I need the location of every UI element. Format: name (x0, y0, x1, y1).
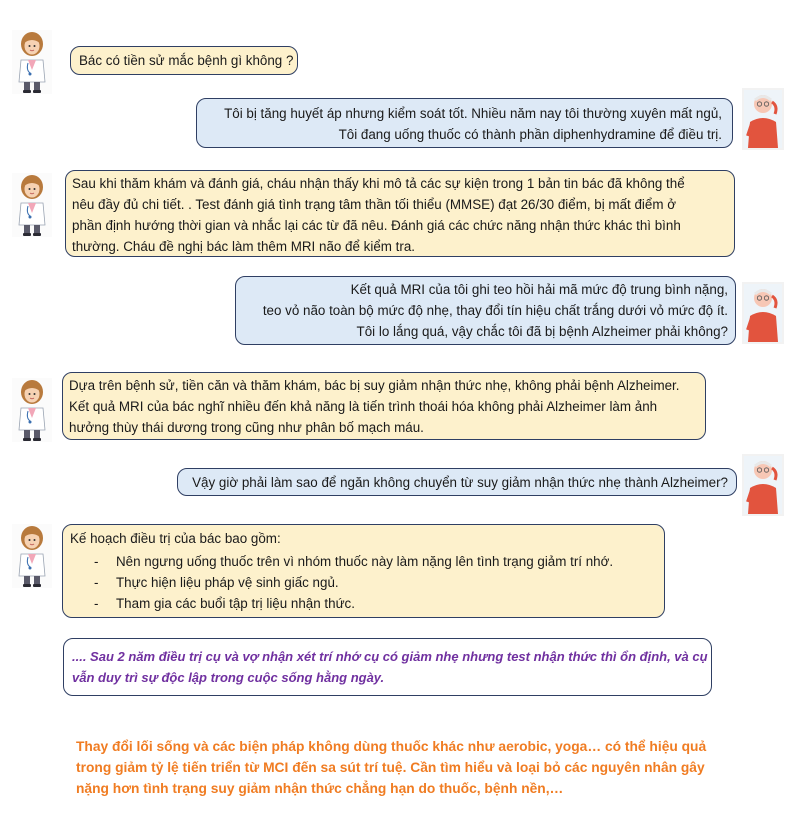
message-line: nêu đầy đủ chi tiết. . Test đánh giá tình trạng tâm thần tối thiểu (MMSE) đạt 26/30 điểm, bị mất điểm ở (72, 197, 676, 212)
doctor-avatar-icon (12, 30, 52, 94)
outcome-note (63, 638, 712, 696)
message-line: Sau khi thăm khám và đánh giá, cháu nhận thấy khi mô tả các sự kiện trong 1 bản tin bác đã không thể (72, 176, 685, 191)
doctor-message (70, 46, 298, 75)
message-line: Kết quả MRI của bác nghĩ nhiều đến khả năng là tiến trình thoái hóa không phải Alzheimer làm ảnh (69, 399, 658, 414)
outcome-line: .... Sau 2 năm điều trị cụ và vợ nhận xét trí nhớ cụ có giảm nhẹ nhưng test nhận thức thì ổn định, và cụ (72, 649, 708, 664)
elderly-patient-avatar-icon (742, 88, 784, 150)
message-line: Vậy giờ phải làm sao để ngăn không chuyển từ suy giảm nhận thức nhẹ thành Alzheimer? (192, 475, 728, 490)
message-line: Tôi đang uống thuốc có thành phần diphenhydramine để điều trị. (338, 127, 722, 142)
message-line: Kết quả MRI của tôi ghi teo hồi hải mã mức độ trung bình nặng, (350, 282, 728, 297)
patient-message (235, 276, 736, 345)
conclusion-text: Thay đổi lối sống và các biện pháp không dùng thuốc khác như aerobic, yoga… có thể hiệu quả trong giảm tỷ lệ tiến triển từ MCI đến sa sút trí tuệ. Cần tìm hiểu và loại bỏ các nguyên nhân gây nặng hơn tình trạng suy giảm nhận thức chẳng hạn do thuốc, bệnh nền,… (76, 739, 707, 796)
message-line: teo vỏ não toàn bộ mức độ nhẹ, thay đổi tín hiệu chất trắng dưới vỏ mức độ ít. (262, 303, 728, 318)
plan-intro: Kế hoạch điều trị của bác bao gồm: (70, 531, 281, 546)
message-line: Tôi bị tăng huyết áp nhưng kiểm soát tốt. Nhiều năm nay tôi thường xuyên mất ngủ, (224, 106, 722, 121)
elderly-patient-avatar-icon (742, 454, 784, 516)
message-line: Dựa trên bệnh sử, tiền căn và thăm khám, bác bị suy giảm nhận thức nhẹ, không phải bệnh Alzheimer. (69, 378, 680, 393)
patient-message (177, 468, 737, 496)
plan-item: - Nên ngưng uống thuốc trên vì nhóm thuốc này làm nặng lên tình trạng giảm trí nhớ. (94, 554, 614, 569)
doctor-avatar-icon (12, 173, 52, 237)
message-line: thường. Cháu đề nghị bác làm thêm MRI não để kiểm tra. (72, 239, 416, 254)
plan-list (70, 551, 657, 614)
plan-item: - Thực hiện liệu pháp vệ sinh giấc ngủ. (94, 575, 339, 590)
message-line: hưởng thùy thái dương trong cũng như phân bố mạch máu. (69, 420, 424, 435)
doctor-avatar-icon (12, 378, 52, 442)
doctor-avatar-icon (12, 524, 52, 588)
outcome-line: vẫn duy trì sự độc lập trong cuộc sống hằng ngày. (72, 670, 385, 685)
treatment-plan-message (62, 524, 665, 618)
message-line: Tôi lo lắng quá, vậy chắc tôi đã bị bệnh Alzheimer phải không? (356, 324, 728, 339)
message-line: phần định hướng thời gian và nhắc lại các từ đã nêu. Đánh giá các chức năng nhận thức khác thì bình (72, 218, 681, 233)
doctor-message (62, 372, 706, 440)
plan-item: - Tham gia các buổi tập trị liệu nhận thức. (94, 596, 355, 611)
message-line: Bác có tiền sử mắc bệnh gì không ? (79, 53, 294, 68)
elderly-patient-avatar-icon (742, 282, 784, 344)
patient-message (196, 98, 733, 148)
doctor-message (65, 170, 735, 257)
